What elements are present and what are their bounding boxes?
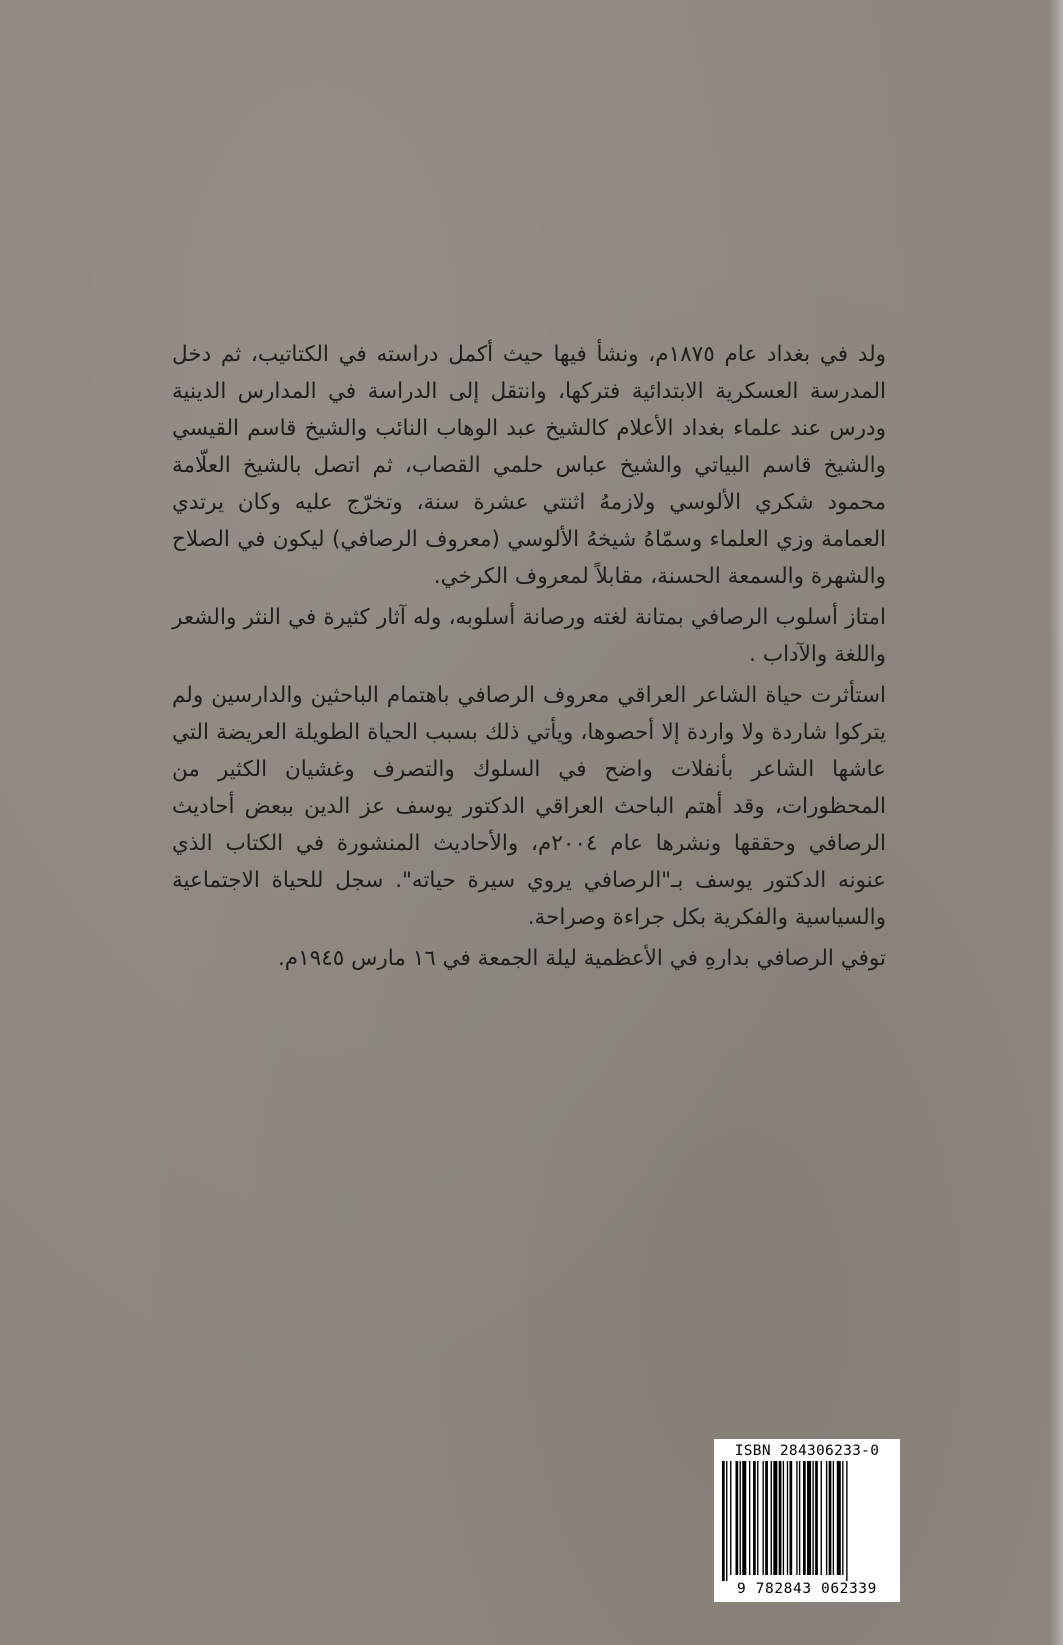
barcode-bar [837, 1461, 841, 1575]
barcode-bar [757, 1461, 758, 1575]
barcode-bar [833, 1461, 834, 1575]
barcode-bar [753, 1461, 756, 1575]
barcode-bar [799, 1461, 800, 1575]
barcode-bar [826, 1461, 827, 1575]
barcode-bar [842, 1461, 843, 1575]
barcode-bar [787, 1461, 788, 1575]
barcode-bars [720, 1461, 894, 1581]
blurb-paragraph-death: توفي الرصافي بدارهِ في الأعظمية ليلة الجمعة في ١٦ مارس ١٩٤٥م. [277, 946, 886, 971]
barcode-bar [790, 1461, 793, 1575]
barcode-bar [726, 1461, 727, 1581]
barcode-bar [730, 1461, 731, 1575]
barcode-bar [829, 1461, 832, 1575]
barcode-bar [771, 1461, 772, 1575]
blurb-paragraph-biography: ولد في بغداد عام ١٨٧٥م، ونشأ فيها حيث أكمل دراسته في الكتاتيب، ثم دخل المدرسة العسكرية الابتدائية فتركها، وانتقل إلى الدراسة في المدارس الدينية ودرس عند علماء بغداد الأعلام كالشيخ عبد الوهاب النائب والشيخ قاسم القيسي والشيخ قاسم البياتي والشيخ عباس حلمي القصاب، ثم اتصل بالشيخ العلّامة محمود شكري الألوسي ولازمهُ اثنتي عشرة سنة، وتخرّج عليه وكان يرتدي العمامة وزي العلماء وسمّاهُ شيخهُ الألوسي (معروف الرصافي) ليكون في الصلاح والشهرة والسمعة الحسنة، مقابلاً لمعروف الكرخي. [172, 342, 886, 589]
barcode-bar [749, 1461, 750, 1575]
barcode-bar [763, 1461, 764, 1575]
barcode-bar [740, 1461, 741, 1575]
barcode-bar [796, 1461, 797, 1575]
barcode-bar [779, 1461, 782, 1575]
barcode-bar [846, 1461, 847, 1581]
barcode-bar [803, 1461, 806, 1575]
isbn-barcode-label [714, 1439, 900, 1602]
blurb-text [172, 336, 886, 977]
barcode-bar [765, 1461, 768, 1575]
barcode-bar [783, 1461, 784, 1575]
isbn-number: ISBN 284306233-0 [734, 1443, 880, 1459]
cover-edge-highlight [1049, 0, 1063, 1645]
barcode-bar [821, 1461, 822, 1575]
barcode-bar [736, 1461, 739, 1575]
blurb-paragraph-style: امتاز أسلوب الرصافي بمتانة لغته ورصانة أسلوبه، وله آثار كثيرة في النثر والشعر واللغة والآداب . [172, 605, 886, 667]
barcode-bar [812, 1461, 813, 1575]
barcode-bar [815, 1461, 818, 1575]
ean-digits: 9 782843 062339 [737, 1581, 877, 1597]
barcode-bar [722, 1461, 725, 1581]
barcode-bar [773, 1461, 777, 1575]
barcode-bar [742, 1461, 746, 1575]
blurb-paragraph-memoirs: استأثرت حياة الشاعر العراقي معروف الرصافي باهتمام الباحثين والدارسين ولم يتركوا شاردة ولا واردة إلا أحصوها، ويأتي ذلك بسبب الحياة الطويلة العريضة التي عاشها الشاعر بأنفلات واضح في السلوك والتصرف وغشيان الكثير من المحظورات، وقد أهتم الباحث العراقي الدكتور يوسف عز الدين ببعض أحاديث الرصافي وحققها ونشرها عام ٢٠٠٤م، والأحاديث المنشورة في الكتاب الذي عنونه الدكتور يوسف بـ"الرصافي يروي سيرة حياته". سجل للحياة الاجتماعية والسياسية والفكرية بكل جراءة وصراحة. [172, 683, 886, 930]
barcode-bar [807, 1461, 811, 1575]
